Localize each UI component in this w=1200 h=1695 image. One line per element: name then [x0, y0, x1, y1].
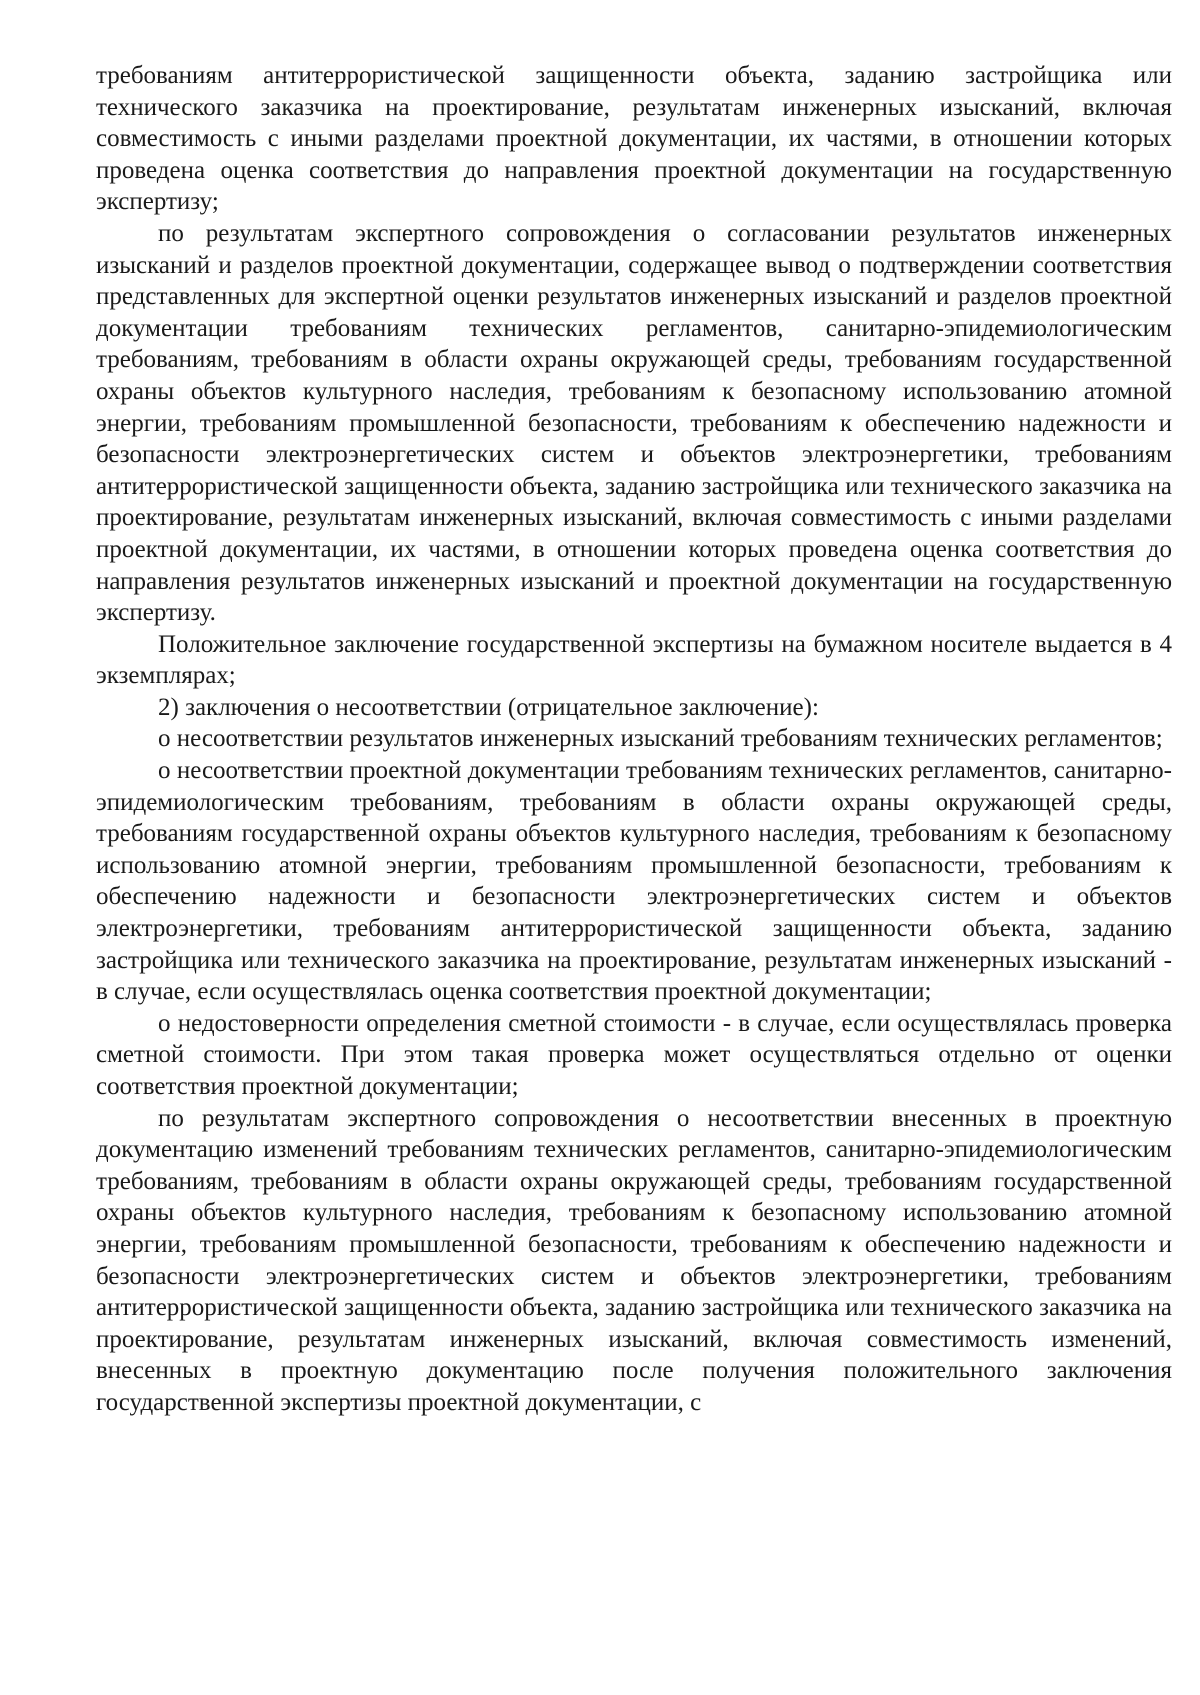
paragraph-design-noncompliance: о несоответствии проектной документации требованиям технических регламентов, санитарно-эпидемиологическим требованиям, требованиям в области охраны окружающей среды, требованиям государственной охраны объектов культурного наследия, требованиям к безопасному использованию атомной энергии, требованиям промышленной безопасности, требованиям к обеспечению надежности и безопасности электроэнергетических систем и объектов электроэнергетики, требованиям антитеррористической защищенности объекта, заданию застройщика или технического заказчика на проектирование, результатам инженерных изысканий - в случае, если осуществлялась оценка соответствия проектной документации;: [96, 757, 1172, 1006]
paragraph-positive-conclusion-copies: Положительное заключение государственной экспертизы на бумажном носителе выдается в 4 экземплярах;: [96, 630, 1172, 690]
paragraph-negative-conclusion-heading: 2) заключения о несоответствии (отрицательное заключение):: [158, 693, 819, 721]
paragraph-expert-support-approval: по результатам экспертного сопровождения о согласовании результатов инженерных изысканий и разделов проектной документации, содержащее вывод о подтверждении соответствия представленных для экспертной оценки результатов инженерных изысканий и разделов проектной документации требованиям технических регламентов, санитарно-эпидемиологическим требованиям, требованиям в области охраны окружающей среды, требованиям государственной охраны объектов культурного наследия, требованиям к безопасному использованию атомной энергии, требованиям промышленной безопасности, требованиям к обеспечению надежности и безопасности электроэнергетических систем и объектов электроэнергетики, требованиям антитеррористической защищенности объекта, заданию застройщика или технического заказчика на проектирование, результатам инженерных изысканий, включая совместимость с иными разделами проектной документации, их частями, в отношении которых проведена оценка соответствия до направления результатов инженерных изысканий и проектной документации на государственную экспертизу.: [96, 219, 1172, 627]
paragraph-estimate-unreliability: о недостоверности определения сметной стоимости - в случае, если осуществлялась проверка сметной стоимости. При этом такая проверка может осуществляться отдельно от оценки соответствия проектной документации;: [96, 1009, 1172, 1100]
paragraph-continuation: требованиям антитеррористической защищенности объекта, заданию застройщика или технического заказчика на проектирование, результатам инженерных изысканий, включая совместимость с иными разделами проектной документации, их частями, в отношении которых проведена оценка соответствия до направления проектной документации на государственную экспертизу;: [96, 62, 1172, 216]
paragraph-expert-support-noncompliance: по результатам экспертного сопровождения о несоответствии внесенных в проектную документацию изменений требованиям технических регламентов, санитарно-эпидемиологическим требованиям, требованиям в области охраны окружающей среды, требованиям государственной охраны объектов культурного наследия, требованиям к безопасному использованию атомной энергии, требованиям промышленной безопасности, требованиям к обеспечению надежности и безопасности электроэнергетических систем и объектов электроэнергетики, требованиям антитеррористической защищенности объекта, заданию застройщика или технического заказчика на проектирование, результатам инженерных изысканий, включая совместимость изменений, внесенных в проектную документацию после получения положительного заключения государственной экспертизы проектной документации, с: [96, 1104, 1172, 1416]
document-text-body: [96, 60, 1172, 1419]
paragraph-survey-noncompliance: о несоответствии результатов инженерных изысканий требованиям технических регламентов;: [158, 725, 1163, 753]
